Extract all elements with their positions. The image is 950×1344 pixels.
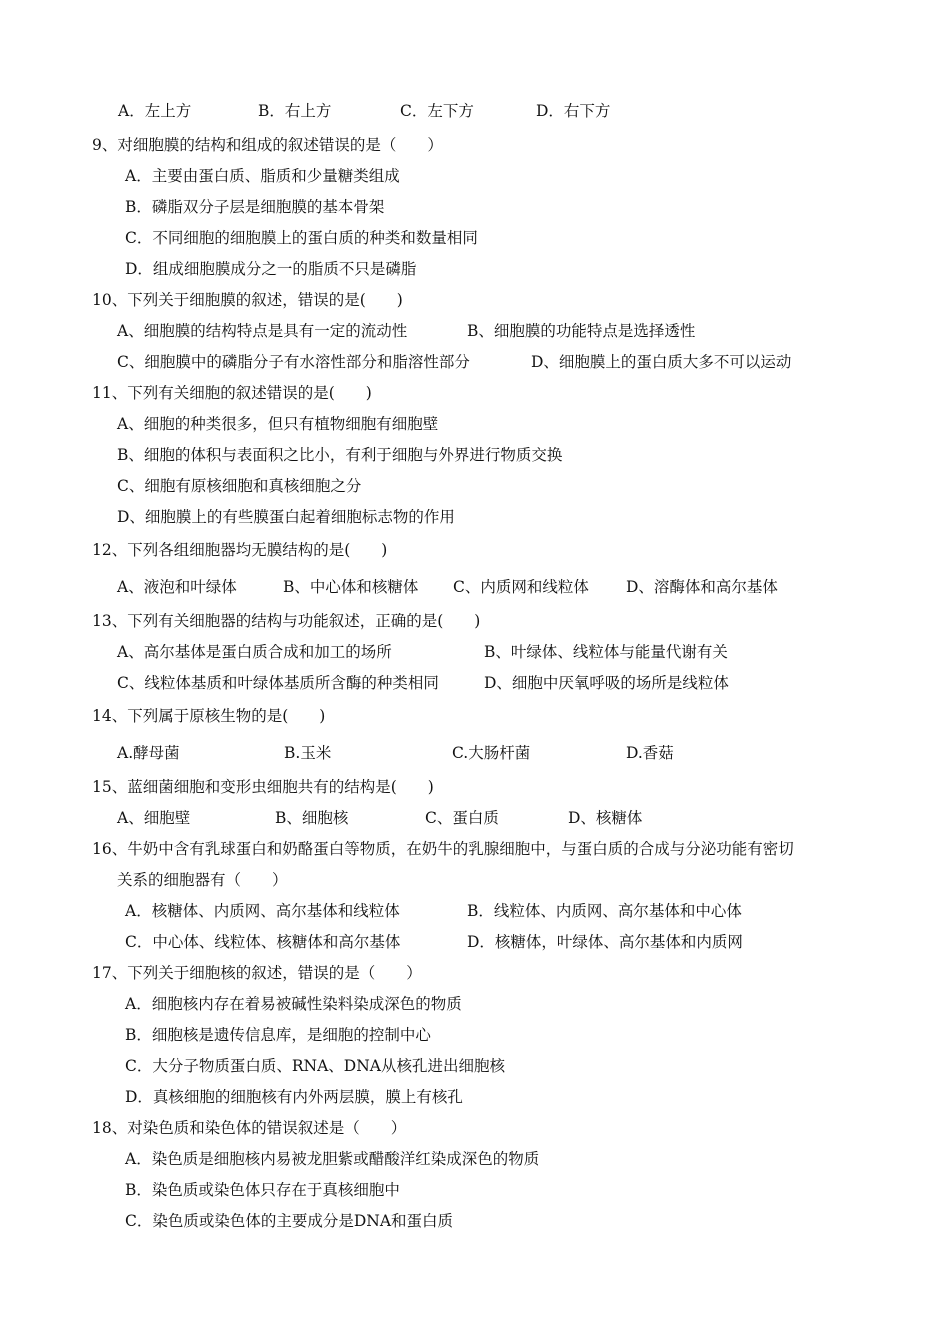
answer-option: C．中心体、线粒体、核糖体和高尔基体 [125,933,401,951]
answer-option: D、核糖体 [568,809,643,827]
answer-option: B、细胞膜的功能特点是选择透性 [467,322,696,340]
answer-option: A、细胞壁 [117,809,191,827]
answer-option: B、叶绿体、线粒体与能量代谢有关 [484,643,728,661]
question-stem: 11、下列有关细胞的叙述错误的是( ) [92,384,372,402]
answer-option: D.香菇 [626,744,674,762]
question-stem: 14、下列属于原核生物的是( ) [92,707,326,725]
answer-option: D．真核细胞的细胞核有内外两层膜，膜上有核孔 [125,1088,463,1106]
answer-option: B、细胞核 [275,809,349,827]
question-stem: A．左上方 [118,102,192,120]
answer-option: B.玉米 [284,744,332,762]
question-stem: 15、蓝细菌细胞和变形虫细胞共有的结构是( ) [92,778,434,796]
answer-option: A、液泡和叶绿体 [117,578,237,596]
question-stem: 12、下列各组细胞器均无膜结构的是( ) [92,541,388,559]
answer-option: C．染色质或染色体的主要成分是DNA和蛋白质 [125,1212,454,1230]
question-stem: 16、牛奶中含有乳球蛋白和奶酪蛋白等物质，在奶牛的乳腺细胞中，与蛋白质的合成与分泌功能有密切 [92,840,794,858]
answer-option: B、中心体和核糖体 [283,578,419,596]
answer-option: D、细胞膜上的蛋白质大多不可以运动 [531,353,792,371]
answer-option: A、细胞的种类很多，但只有植物细胞有细胞壁 [117,415,439,433]
answer-option: A．核糖体、内质网、高尔基体和线粒体 [125,902,400,920]
answer-option: 关系的细胞器有（ ） [117,871,288,889]
answer-option: A、细胞膜的结构特点是具有一定的流动性 [117,322,408,340]
answer-option: B、细胞的体积与表面积之比小，有利于细胞与外界进行物质交换 [117,446,563,464]
answer-option: A.酵母菌 [117,744,180,762]
answer-option: B．染色质或染色体只存在于真核细胞中 [125,1181,400,1199]
question-stem: 10、下列关于细胞膜的叙述，错误的是( ) [92,291,403,309]
question-stem: D．右下方 [536,102,611,120]
answer-option: D．核糖体，叶绿体、高尔基体和内质网 [467,933,743,951]
question-stem: A．主要由蛋白质、脂质和少量糖类组成 [125,167,400,185]
answer-option: C．大分子物质蛋白质、RNA、DNA从核孔进出细胞核 [125,1057,505,1075]
question-stem: 18、对染色质和染色体的错误叙述是（ ） [92,1119,407,1137]
question-stem: C．左下方 [400,102,474,120]
question-stem: 17、下列关于细胞核的叙述，错误的是（ ） [92,964,422,982]
answer-option: C、细胞有原核细胞和真核细胞之分 [117,477,362,495]
question-stem: B．磷脂双分子层是细胞膜的基本骨架 [125,198,385,216]
answer-option: C、细胞膜中的磷脂分子有水溶性部分和脂溶性部分 [117,353,470,371]
answer-option: D、细胞中厌氧呼吸的场所是线粒体 [484,674,729,692]
answer-option: C、内质网和线粒体 [453,578,589,596]
question-stem: D．组成细胞膜成分之一的脂质不只是磷脂 [125,260,417,278]
answer-option: D、细胞膜上的有些膜蛋白起着细胞标志物的作用 [117,508,455,526]
answer-option: B．线粒体、内质网、高尔基体和中心体 [467,902,742,920]
answer-option: C、蛋白质 [425,809,499,827]
answer-option: A．细胞核内存在着易被碱性染料染成深色的物质 [125,995,462,1013]
answer-option: A．染色质是细胞核内易被龙胆紫或醋酸洋红染成深色的物质 [125,1150,540,1168]
question-stem: C．不同细胞的细胞膜上的蛋白质的种类和数量相同 [125,229,478,247]
answer-option: C.大肠杆菌 [452,744,531,762]
answer-option: B．细胞核是遗传信息库，是细胞的控制中心 [125,1026,431,1044]
answer-option: A、高尔基体是蛋白质合成和加工的场所 [117,643,392,661]
question-stem: 13、下列有关细胞器的结构与功能叙述，正确的是( ) [92,612,481,630]
question-stem: B．右上方 [258,102,332,120]
answer-option: C、线粒体基质和叶绿体基质所含酶的种类相同 [117,674,439,692]
question-stem: 9、对细胞膜的结构和组成的叙述错误的是（ ） [92,136,443,154]
answer-option: D、溶酶体和高尔基体 [626,578,778,596]
